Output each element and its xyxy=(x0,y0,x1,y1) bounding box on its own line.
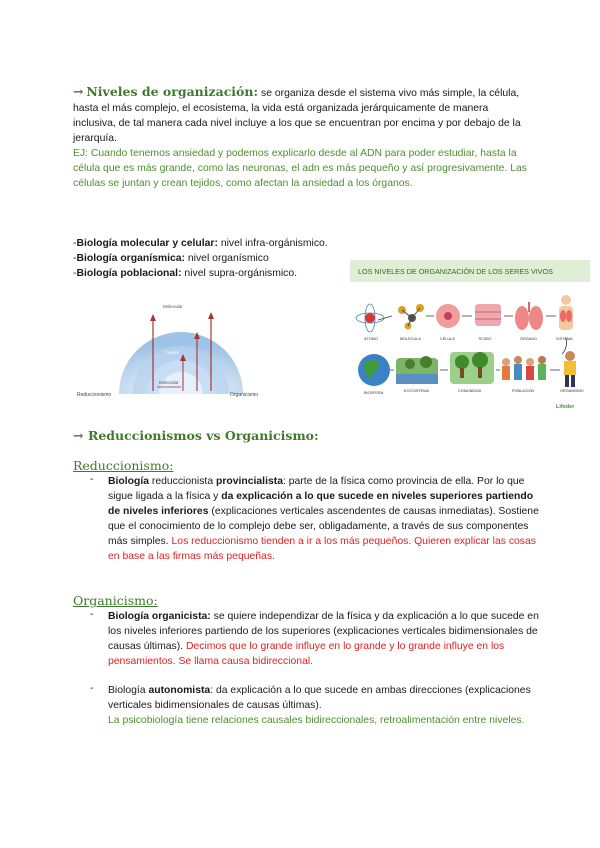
svg-text:Molecular: Molecular xyxy=(159,380,179,385)
reduccionismo-label: Reduccionismo xyxy=(77,392,112,398)
svg-text:Molecular: Molecular xyxy=(163,304,183,309)
organization-levels-infographic xyxy=(350,260,590,414)
infographic-title: LOS NIVELES DE ORGANIZACIÓN DE LOS SERES VIVOS xyxy=(358,267,553,276)
organ-icon xyxy=(515,302,543,330)
system-icon xyxy=(559,295,573,330)
svg-text:POBLACIÓN: POBLACIÓN xyxy=(512,389,535,393)
levels-diagram xyxy=(73,294,273,404)
population-icon xyxy=(502,356,546,380)
svg-text:ORGANISMO: ORGANISMO xyxy=(560,389,584,393)
arrow-icon: → xyxy=(73,84,84,99)
levels-list xyxy=(73,236,353,281)
ecosystem-icon xyxy=(396,356,438,384)
svg-text:TEJIDO: TEJIDO xyxy=(478,337,492,341)
svg-text:BIOSFERA: BIOSFERA xyxy=(364,391,384,395)
community-icon xyxy=(450,352,494,384)
svg-text:ECOSISTEMA: ECOSISTEMA xyxy=(404,389,429,393)
level-item: -Biología organísmica: nivel organísmico xyxy=(73,253,269,264)
brand-logo: Lifeder xyxy=(556,404,575,410)
organicismo-label: Organicismo xyxy=(230,392,259,398)
cell-icon xyxy=(436,304,460,328)
svg-text:Celular: Celular xyxy=(165,350,180,355)
reduccionismo-heading: Reduccionismo: xyxy=(73,458,174,473)
reduccionismo-paragraph: Biología reduccionista provincialista: parte de la física como provincia de ella. Por lo que sigue ligada a la física y da explicación a lo que sucede en niveles superiores partiendo de niveles inferiores (explicaciones verticales ascendentes de causas inmediatas). Sostiene que el conocimiento de lo complejo debe ser, obligadamente, a través de sus componentes más simples. Los reduccionismo tienden a ir a los más pequeños. Quieren explicar las cosas en base a las firmas más pequeñas. xyxy=(108,476,539,562)
section-niveles xyxy=(73,84,533,191)
bullet: - xyxy=(90,683,94,694)
bullet: - xyxy=(90,609,94,620)
level-item: -Biología molecular y celular: nivel infra-orgánismico. xyxy=(73,238,328,249)
intro-line1: se organiza desde el sistema vivo más simple, la célula, xyxy=(258,88,520,99)
intro-rest: hasta el más complejo, el ecosistema, la vida está organizada jerárquicamente de manera inclusiva, de tal manera cada nivel incluye a los que se encuentran por encima y por debajo de la jerarquía. xyxy=(73,103,521,144)
organicismo-paragraph-2: Biología autonomista: da explicación a lo que sucede en ambas direcciones (explicaciones verticales bidimensionales de causas últimas). La psicobiología tiene relaciones causales bidireccionales, retroalimentación entre niveles. xyxy=(108,685,531,726)
molecule-icon xyxy=(398,304,424,330)
svg-text:SISTEMA: SISTEMA xyxy=(556,337,573,341)
section2-title: Reduccionismos vs Organicismo: xyxy=(87,428,319,443)
svg-text:MOLÉCULA: MOLÉCULA xyxy=(400,337,421,341)
svg-text:COMUNIDAD: COMUNIDAD xyxy=(458,389,482,393)
organicismo-paragraph-1: Biología organicista: se quiere independizar de la física y da explicación a lo que sucede en los niveles inferiores partiendo de los superiores (explicaciones verticales bidimensionales de causas últimas). Decimos que lo grande influye en lo grande y lo grande influye en los pensamientos. Se llama causa bidireccional. xyxy=(108,611,539,667)
niveles-intro xyxy=(73,84,533,146)
section-reduccionismos xyxy=(73,427,319,445)
svg-text:CÉLULA: CÉLULA xyxy=(440,337,455,341)
svg-text:ORGANÍSMICA: ORGANÍSMICA xyxy=(157,328,186,333)
organicismo-heading: Organicismo: xyxy=(73,593,158,608)
atom-icon xyxy=(356,304,384,332)
svg-text:ÓRGANO: ÓRGANO xyxy=(520,337,537,341)
niveles-title: Niveles de organización: xyxy=(86,84,259,99)
organism-icon xyxy=(564,351,576,387)
bullet: - xyxy=(90,474,94,485)
arrow-icon: → xyxy=(73,428,84,443)
level-item: -Biología poblacional: nivel supra-orgánismico. xyxy=(73,268,298,279)
example-text: EJ: Cuando tenemos ansiedad y podemos explicarlo desde al ADN para poder estudiar, hasta la célula que es más grande, como las neuronas, el adn es más pequeño y así progresivamente. Las células se juntan y crean tejidos, como afectan la ansiedad a los órganos. xyxy=(73,148,527,189)
biosphere-icon xyxy=(358,354,390,386)
tissue-icon xyxy=(475,304,501,326)
svg-text:ÁTOMO: ÁTOMO xyxy=(364,337,378,341)
